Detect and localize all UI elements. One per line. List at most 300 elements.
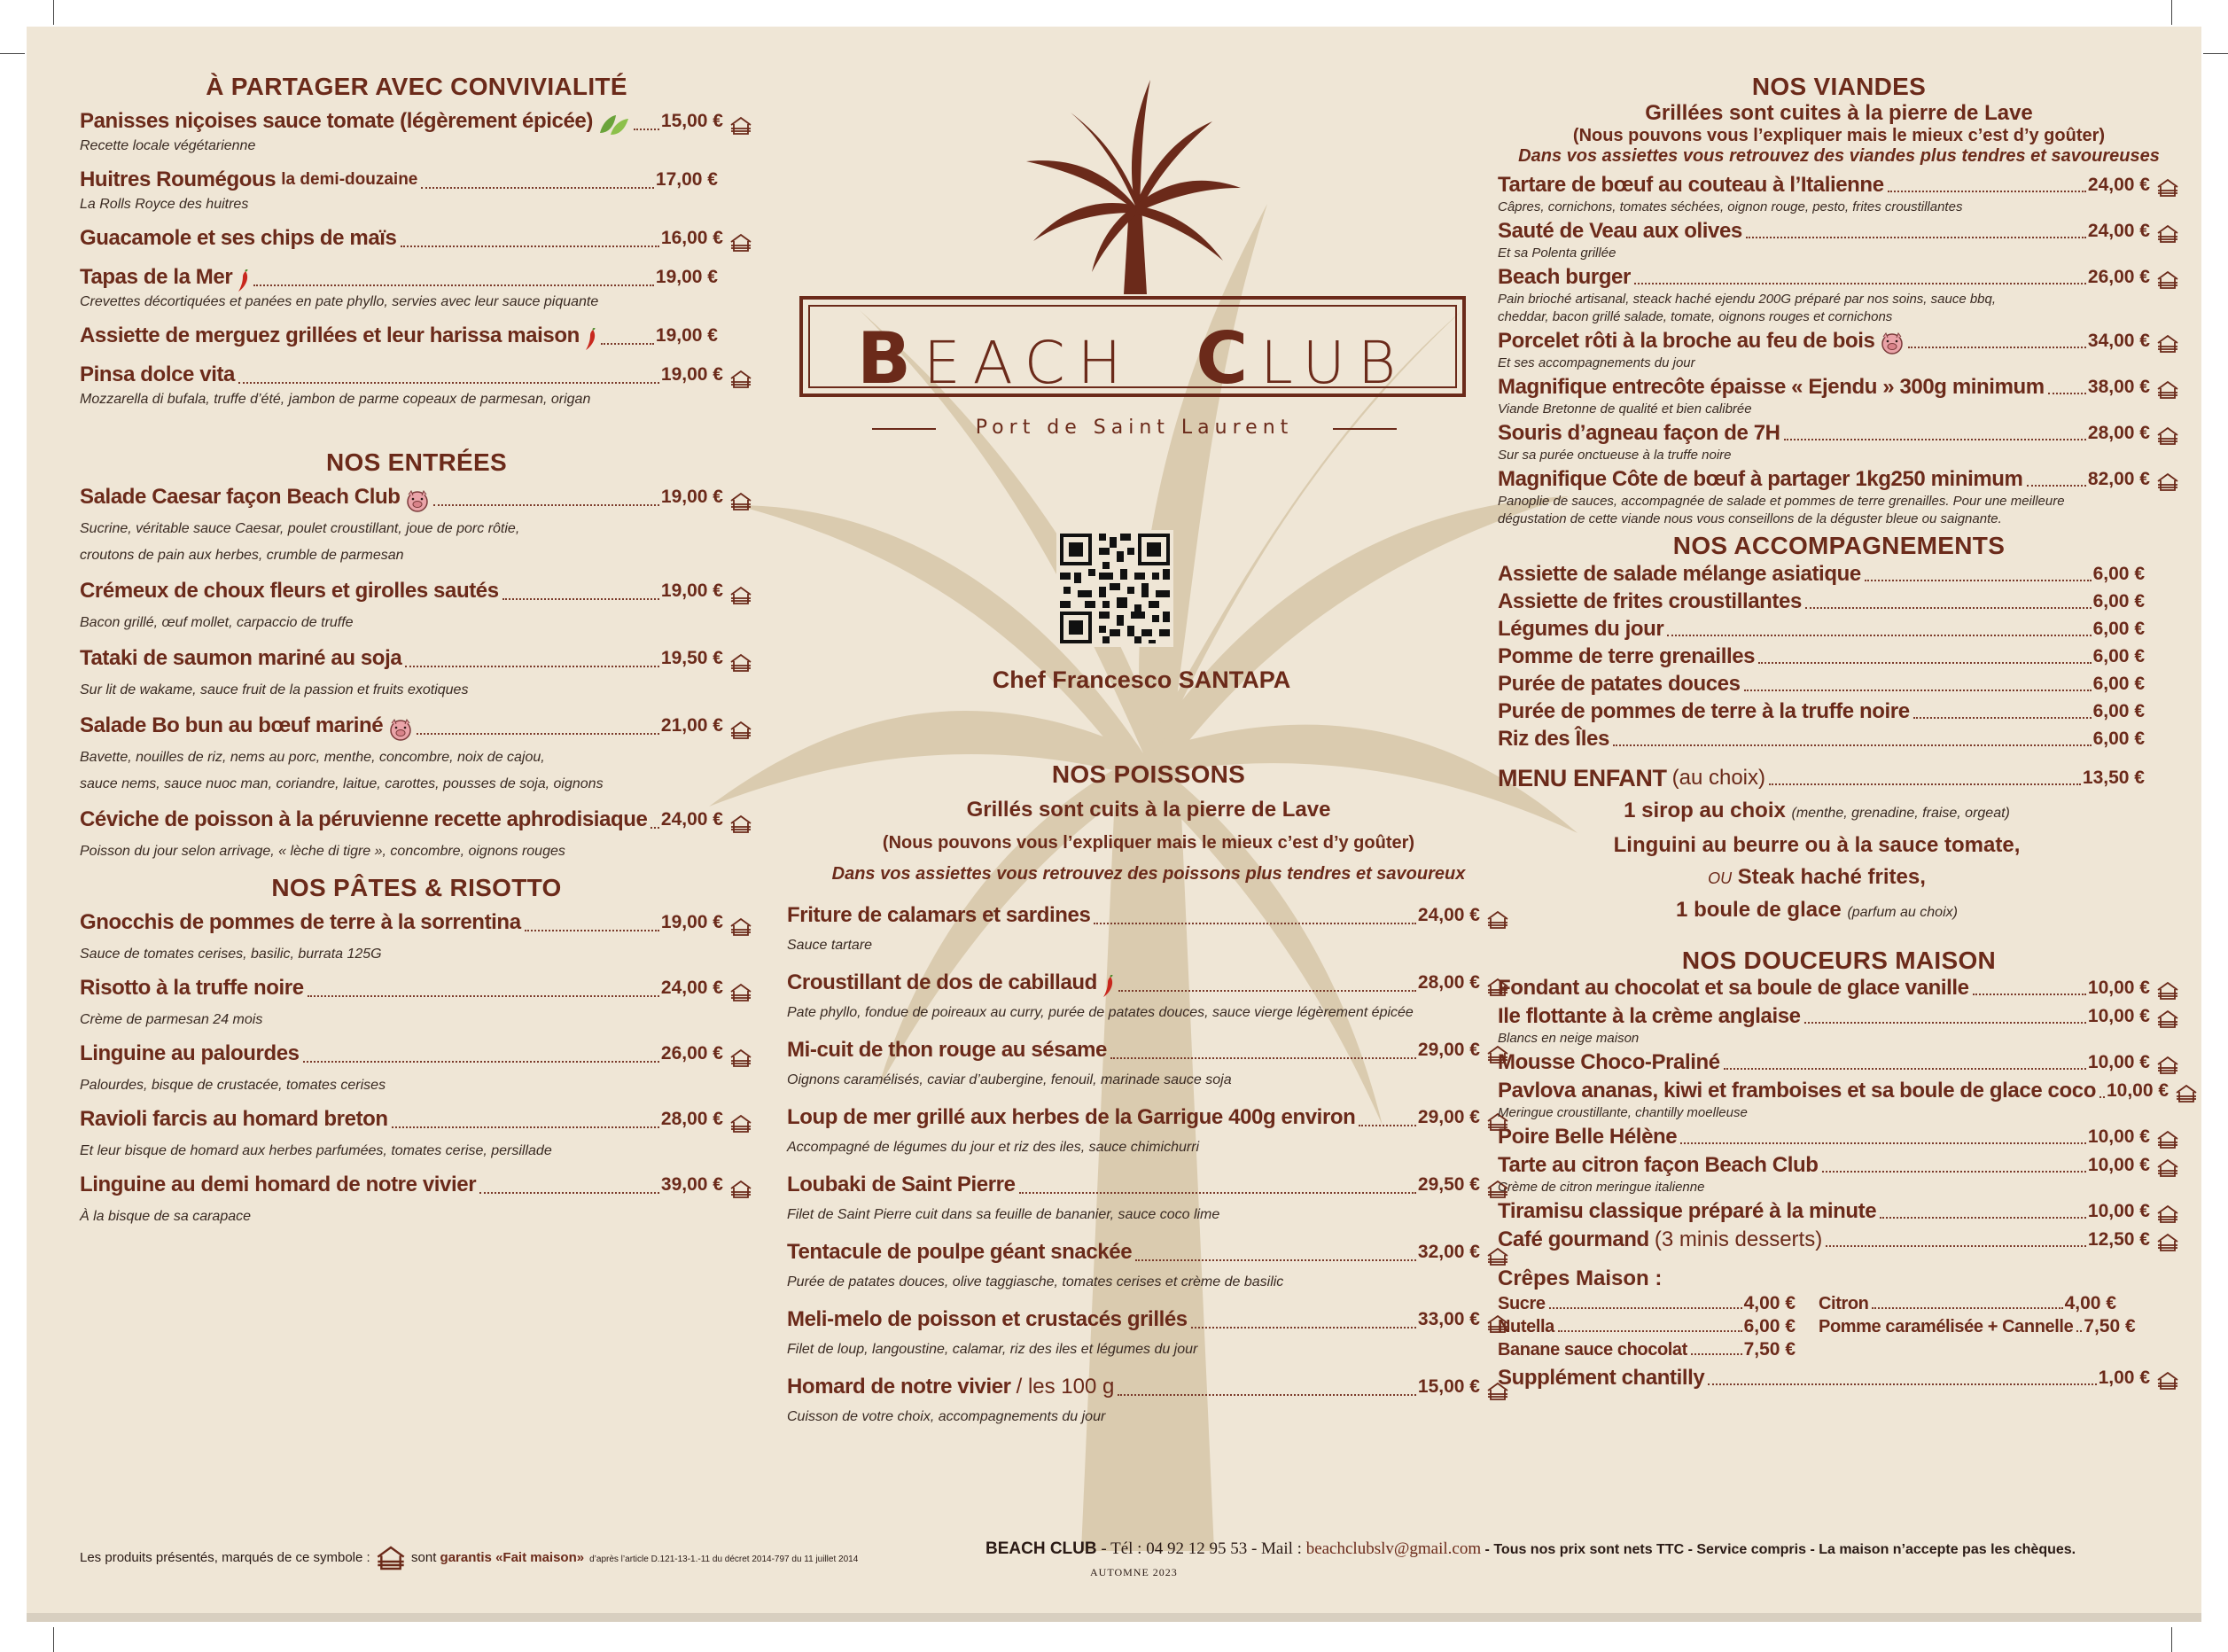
kids-line-3: OU Steak haché frites, [1708, 865, 1926, 889]
menu-item-description: Blancs en neige maison [1498, 1031, 1640, 1046]
leader-dots [1744, 690, 2092, 691]
meats-items [1498, 172, 2180, 528]
house-made-icon [2155, 1129, 2180, 1150]
right-column [1498, 73, 2180, 1391]
house-made-icon [2155, 177, 2180, 199]
leader-dots [1558, 1330, 1742, 1332]
brand-name: BEACH CLUB [856, 317, 1409, 400]
menu-item [80, 1170, 753, 1227]
menu-item-row [80, 165, 753, 195]
meats-subtitle-2: (Nous pouvons vous l’expliquer mais le mieux c’est d’y goûter) [1572, 126, 2106, 145]
menu-item-name: Beach burger [1498, 265, 1631, 289]
menu-item-description: Bavette, nouilles de riz, nems au porc, menthe, concombre, noix de cajou, [80, 750, 545, 765]
menu-item-price: 26,00 € [2087, 267, 2150, 287]
leader-dots [405, 666, 659, 667]
menu-item-price: 10,00 € [2087, 978, 2150, 998]
house-made-icon [728, 814, 753, 835]
leader-dots [1804, 1022, 2086, 1024]
qr-code[interactable] [1056, 530, 1173, 647]
menu-item-row [80, 360, 753, 390]
menu-item [80, 1039, 753, 1095]
leader-dots [238, 382, 659, 384]
brand-tagline: Port de Saint Laurent [860, 417, 1409, 439]
menu-item [80, 973, 753, 1030]
menu-item [1498, 466, 2180, 528]
menu-item [1498, 615, 2180, 643]
section-title-starters: NOS ENTRÉES [325, 448, 507, 476]
menu-item-description: Crevettes décortiquées et panées en pate phyllo, servies avec leur sauce piquante [80, 294, 599, 309]
menu-item-row [787, 1035, 1510, 1065]
menu-item-name: Tartare de bœuf au couteau à l’Italienne [1498, 173, 1884, 197]
brand-logo-frame [799, 296, 1466, 400]
menu-item [1498, 1292, 1796, 1315]
menu-item [1498, 172, 2180, 216]
chili-icon [585, 328, 597, 351]
menu-item [787, 968, 1510, 1023]
starters-items [80, 482, 753, 861]
leader-dots [1746, 237, 2086, 238]
desserts-items [1498, 975, 2180, 1253]
leaf-icon [598, 113, 630, 136]
menu-item-row [1498, 643, 2180, 670]
menu-item-price: 24,00 € [2087, 175, 2150, 195]
menu-item-row [1498, 1049, 2180, 1076]
menu-item-row [1498, 172, 2180, 199]
menu-item-row [1498, 1292, 1796, 1315]
menu-item-name: Croustillant de dos de cabillaud [787, 970, 1097, 994]
menu-item [80, 482, 753, 565]
menu-item-description: À la bisque de sa carapace [80, 1209, 252, 1224]
menu-item-price: 28,00 € [660, 1109, 723, 1129]
house-made-icon [728, 982, 753, 1003]
menu-item-price: 7,50 € [2084, 1316, 2136, 1336]
house-made-icon [374, 1544, 408, 1572]
menu-item-price: 19,00 € [660, 364, 723, 385]
menu-item-price: 24,00 € [1417, 905, 1480, 925]
menu-item-price: 15,00 € [660, 111, 723, 131]
menu-item-price: 6,00 € [1743, 1316, 1796, 1336]
menu-item-qualifier: la demi-douzaine [281, 170, 418, 189]
crepes-right [1819, 1292, 2136, 1361]
kids-menu-title: MENU ENFANT [1498, 765, 1667, 791]
menu-item-price: 10,00 € [2106, 1080, 2170, 1101]
share-items [80, 106, 753, 409]
menu-item-name: Risotto à la truffe noire [80, 976, 304, 1000]
menu-item-row [1498, 1003, 2180, 1030]
leader-dots [1784, 439, 2086, 440]
menu-item-row [1498, 374, 2180, 401]
fish-subtitle-3: Dans vos assiettes vous retrouvez des poissons plus tendres et savoureux [831, 864, 1466, 884]
menu-item-price: 29,00 € [1417, 1040, 1480, 1060]
menu-item-name: Friture de calamars et sardines [787, 903, 1091, 927]
menu-item [1498, 328, 2180, 372]
house-made-icon [728, 916, 753, 938]
menu-item-qualifier: (3 minis desserts) [1654, 1227, 1823, 1251]
leader-dots [634, 129, 659, 130]
menu-item-name: Homard de notre vivier [787, 1375, 1011, 1399]
menu-item-price: 34,00 € [2087, 331, 2150, 351]
menu-item-description: Pain brioché artisanal, steack haché ejendu 200G préparé par nos soins, sauce bbq, [1498, 292, 1997, 307]
menu-item-row [1498, 1315, 1796, 1338]
leader-dots [1822, 1171, 2086, 1173]
menu-item-name: Tapas de la Mer [80, 265, 233, 289]
menu-item-price: 19,00 € [660, 487, 723, 507]
leader-dots [1667, 635, 2091, 636]
leader-dots [1908, 347, 2085, 348]
menu-item-description: Sauce de tomates cerises, basilic, burrata 125G [80, 947, 382, 962]
menu-item-description: Purée de patates douces, olive taggiasche, tomates cerises et crème de basilic [787, 1274, 1284, 1290]
pig-icon [1880, 331, 1905, 355]
menu-item-price: 32,00 € [1417, 1242, 1480, 1262]
menu-item [80, 576, 753, 633]
menu-item-description: Filet de Saint Pierre cuit dans sa feuille de bananier, sauce coco lime [787, 1207, 1220, 1222]
palm-logo [1017, 73, 1248, 294]
leader-dots [1019, 1192, 1416, 1194]
menu-item-description: Sur lit de wakame, sauce fruit de la passion et fruits exotiques [80, 682, 469, 697]
menu-item-price: 19,00 € [655, 267, 718, 287]
menu-item [1498, 670, 2180, 697]
house-made-icon [2155, 1055, 2180, 1076]
menu-item-description: sauce nems, sauce nuoc man, coriandre, laitue, carottes, pousses de soja, oignons [80, 776, 604, 791]
menu-item-row [1498, 975, 2180, 1001]
menu-item-price: 28,00 € [2087, 423, 2150, 443]
menu-item-row [787, 1103, 1510, 1133]
house-made-icon [2155, 1370, 2180, 1391]
menu-item [787, 1237, 1510, 1292]
menu-item [1498, 1315, 1796, 1338]
menu-item-description: Et sa Polenta grillée [1498, 245, 1616, 261]
menu-item-price: 6,00 € [2092, 674, 2145, 694]
menu-item-row [80, 1104, 753, 1134]
menu-item-name: Purée de pommes de terre à la truffe noire [1498, 699, 1910, 723]
menu-item-price: 10,00 € [2087, 1155, 2150, 1175]
menu-item-name: Citron [1819, 1294, 1869, 1313]
menu-item-name: Mousse Choco-Praliné [1498, 1050, 1720, 1074]
menu-item-price: 6,00 € [2092, 619, 2145, 639]
menu-item-row [1498, 1227, 2180, 1253]
menu-item-row [80, 643, 753, 674]
menu-item-price: 6,00 € [2092, 564, 2145, 584]
menu-item-row [80, 223, 753, 253]
menu-item-price: 29,00 € [1417, 1107, 1480, 1127]
leader-dots [421, 187, 654, 189]
menu-item-description: Palourdes, bisque de crustacée, tomates cerises [80, 1078, 386, 1093]
leader-dots [1191, 1327, 1416, 1329]
house-made-icon [2155, 1204, 2180, 1225]
menu-item-row [1498, 420, 2180, 447]
menu-item-name: Linguine au demi homard de notre vivier [80, 1173, 477, 1196]
menu-item [1498, 697, 2180, 725]
crop-mark [2171, 0, 2172, 25]
menu-item-description: Filet de loup, langoustine, calamar, riz des iles et légumes du jour [787, 1342, 1198, 1357]
leader-dots [433, 504, 658, 506]
leader-dots [417, 733, 659, 735]
menu-item [1498, 1198, 2180, 1225]
menu-item-price: 82,00 € [2087, 469, 2150, 489]
menu-item [80, 165, 753, 214]
menu-item [1498, 264, 2180, 326]
menu-item-description: Et leur bisque de homard aux herbes parfumées, tomates cerise, persillade [80, 1143, 552, 1158]
menu-item-price: 6,00 € [2092, 646, 2145, 666]
leader-dots [2076, 1330, 2082, 1332]
kids-menu-price: 13,50 € [2082, 768, 2145, 788]
menu-item [80, 360, 753, 409]
menu-item-name: Magnifique Côte de bœuf à partager 1kg250 minimum [1498, 467, 2023, 491]
menu-item-name: Meli-melo de poisson et crustacés grillés [787, 1307, 1188, 1331]
kids-line-2: Linguini au beurre ou à la sauce tomate, [1613, 833, 2021, 857]
menu-item-name: Assiette de frites croustillantes [1498, 589, 1802, 613]
menu-item-description: Sauce tartare [787, 938, 873, 953]
leader-dots [2048, 393, 2086, 394]
section-title-meats: NOS VIANDES [1751, 73, 1927, 100]
leader-dots [601, 343, 654, 345]
section-title-share: À PARTAGER AVEC CONVIVIALITÉ [206, 73, 627, 100]
leader-dots [1872, 1307, 2062, 1309]
menu-item-name: Café gourmand [1498, 1227, 1649, 1251]
menu-item-row [80, 106, 753, 136]
kids-line-4: 1 boule de glace (parfum au choix) [1676, 898, 1958, 922]
menu-item-row [80, 482, 753, 512]
menu-item [80, 711, 753, 794]
house-made-icon [728, 232, 753, 253]
menu-item-row [1498, 588, 2180, 615]
menu-item-name: Salade Bo bun au bœuf mariné [80, 713, 384, 737]
menu-item-price: 4,00 € [1743, 1293, 1796, 1313]
menu-sheet [27, 27, 2201, 1613]
leader-dots [650, 827, 658, 829]
section-title-pasta: NOS PÂTES & RISOTTO [271, 874, 562, 901]
menu-item [787, 1103, 1510, 1157]
house-made-icon [2155, 379, 2180, 401]
menu-item-row [787, 1237, 1510, 1267]
menu-item-description: Cuisson de votre choix, accompagnements du jour [787, 1409, 1106, 1424]
menu-item-name: Tarte au citron façon Beach Club [1498, 1153, 1819, 1177]
menu-item-description: Recette locale végétarienne [80, 138, 256, 153]
menu-item-name: Linguine au palourdes [80, 1041, 300, 1065]
menu-item-row [1819, 1292, 2116, 1315]
leader-dots [1680, 1142, 2086, 1144]
menu-item-price: 10,00 € [2087, 1126, 2150, 1147]
menu-item-row [1498, 560, 2180, 588]
menu-item [1498, 420, 2180, 464]
menu-item-description: Viande Bretonne de qualité et bien calibrée [1498, 401, 1752, 417]
house-made-icon [728, 585, 753, 606]
menu-item-name: Souris d’agneau façon de 7H [1498, 421, 1780, 445]
leader-dots [1973, 994, 2086, 995]
menu-item-name: Crémeux de choux fleurs et girolles sautés [80, 579, 499, 603]
menu-item-name: Ile flottante à la crème anglaise [1498, 1004, 1801, 1028]
menu-item-name: Panisses niçoises sauce tomate (légèrement épicée) [80, 109, 593, 133]
house-made-icon [728, 652, 753, 674]
menu-item-description: Panoplie de sauces, accompagnée de salade et pommes de terre grenailles. Pour une meilleure [1498, 494, 2065, 509]
menu-item [1498, 1152, 2180, 1196]
menu-item-price: 24,00 € [660, 978, 723, 998]
pig-icon [388, 718, 413, 741]
chef-name: Chef Francesco SANTAPA [992, 666, 1291, 693]
menu-item [787, 1170, 1510, 1225]
menu-item-name: Assiette de salade mélange asiatique [1498, 562, 1861, 586]
fish-subtitle-2: (Nous pouvons vous l’expliquer mais le mieux c’est d’y goûter) [882, 833, 1415, 853]
menu-item-price: 7,50 € [1743, 1339, 1796, 1360]
menu-item-price: 10,00 € [2087, 1052, 2150, 1072]
menu-item [80, 643, 753, 700]
crop-mark [2203, 53, 2228, 54]
menu-item-price: 19,00 € [660, 912, 723, 932]
menu-item-row [1498, 264, 2180, 291]
menu-item-row [787, 900, 1510, 931]
menu-item [1819, 1292, 2116, 1315]
leader-dots [1110, 1057, 1416, 1059]
menu-item-description: Sucrine, véritable sauce Caesar, poulet croustillant, joue de porc rôtie, [80, 521, 520, 536]
menu-item [1498, 725, 2180, 752]
menu-item [80, 321, 753, 351]
menu-item [1498, 975, 2180, 1001]
email-link[interactable]: beachclubslv@gmail.com [1305, 1539, 1482, 1558]
menu-item-row [1819, 1315, 2136, 1338]
fish-items [787, 900, 1510, 1427]
menu-item [80, 1104, 753, 1161]
menu-item-description: Accompagné de légumes du jour et riz des iles, sauce chimichurri [787, 1140, 1200, 1155]
menu-item-price: 15,00 € [1417, 1376, 1480, 1397]
menu-item-price: 16,00 € [660, 228, 723, 248]
leader-dots [401, 245, 659, 247]
meats-subtitle-3: Dans vos assiettes vous retrouvez des viandes plus tendres et savoureuses [1518, 146, 2160, 166]
menu-item [1498, 1003, 2180, 1048]
house-made-legend: Les produits présentés, marqués de ce symbole : sont garantis «Fait maison» d’après l’article D.121-13-1.-11 du décret 2014-797 du 11 juillet 2014 [80, 1544, 858, 1572]
house-made-icon [2155, 1232, 2180, 1253]
menu-item-description: Sur sa purée onctueuse à la truffe noire [1498, 448, 1732, 463]
menu-item-price: 19,00 € [660, 581, 723, 601]
middle-column [787, 760, 1510, 1439]
menu-item-row [1498, 1152, 2180, 1179]
menu-item-description: Crème de parmesan 24 mois [80, 1012, 263, 1027]
menu-item-name: Banane sauce chocolat [1498, 1340, 1687, 1360]
menu-item-name: Riz des Îles [1498, 727, 1609, 751]
menu-item [1498, 374, 2180, 418]
menu-item-name: Sucre [1498, 1294, 1546, 1313]
house-made-icon [2155, 223, 2180, 245]
house-made-icon [2155, 269, 2180, 291]
menu-item-price: 28,00 € [1417, 972, 1480, 993]
kids-menu-qualifier: (au choix) [1671, 766, 1765, 790]
menu-item-name: Légumes du jour [1498, 617, 1664, 641]
crepes-title: Crêpes Maison : [1498, 1266, 1663, 1290]
leader-dots [308, 995, 659, 997]
menu-item-price: 6,00 € [2092, 729, 2145, 749]
menu-item-row [787, 1170, 1510, 1200]
menu-item [1498, 560, 2180, 588]
house-made-icon [2155, 425, 2180, 447]
fish-subtitle-1: Grillés sont cuits à la pierre de Lave [966, 798, 1331, 822]
season-label: AUTOMNE 2023 [1090, 1566, 1178, 1578]
supplement-price: 1,00 € [2098, 1368, 2150, 1388]
menu-item-row [1498, 697, 2180, 725]
crop-mark [53, 1627, 54, 1652]
house-made-icon [2174, 1083, 2199, 1104]
menu-item [1498, 643, 2180, 670]
menu-item-name: Loubaki de Saint Pierre [787, 1173, 1016, 1196]
menu-item-row [1498, 1338, 1796, 1361]
menu-item-price: 29,50 € [1417, 1174, 1480, 1195]
section-title-sides: NOS ACCOMPAGNEMENTS [1672, 532, 2006, 559]
kids-menu-lines [1498, 795, 2180, 929]
menu-item-name: Tiramisu classique préparé à la minute [1498, 1199, 1877, 1223]
menu-item [1498, 1049, 2180, 1076]
supplement-row [1498, 1365, 2180, 1391]
crepes-section [1498, 1266, 2180, 1391]
menu-item [787, 1035, 1510, 1090]
trim-bar-bottom [27, 1613, 2201, 1622]
menu-item-row [787, 1372, 1510, 1402]
menu-item-description: dégustation de cette viande nous vous conseillons de la déguster bleue ou saignante. [1498, 511, 2002, 526]
menu-item-name: Tataki de saumon mariné au soja [80, 646, 402, 670]
menu-item-row [80, 711, 753, 741]
menu-item-name: Huitres Roumégous [80, 168, 277, 191]
menu-item-price: 26,00 € [660, 1043, 723, 1064]
menu-item-row [787, 968, 1510, 998]
menu-item-description: La Rolls Royce des huitres [80, 197, 249, 212]
house-made-icon [2155, 333, 2180, 355]
menu-item-description: Oignons caramélisés, caviar d’aubergine, fenouil, marinade sauce soja [787, 1072, 1232, 1087]
menu-item-name: Pinsa dolce vita [80, 362, 236, 386]
menu-item-price: 10,00 € [2087, 1006, 2150, 1026]
menu-item-price: 4,00 € [2064, 1293, 2116, 1313]
menu-item [80, 908, 753, 964]
leader-dots [1826, 1245, 2086, 1247]
menu-item-name: Purée de patates douces [1498, 672, 1741, 696]
menu-item-row [80, 908, 753, 938]
section-title-fish: NOS POISSONS [1051, 760, 1246, 788]
menu-item-name: Pomme de terre grenailles [1498, 644, 1756, 668]
menu-item-price: 38,00 € [2087, 377, 2150, 397]
menu-item-description: Crème de citron meringue italienne [1498, 1180, 1705, 1195]
menu-item [1498, 218, 2180, 262]
house-made-icon [728, 1113, 753, 1134]
menu-item-name: Loup de mer grillé aux herbes de la Garrigue 400g environ [787, 1105, 1356, 1129]
menu-item-price: 24,00 € [2087, 221, 2150, 241]
house-made-icon [728, 1179, 753, 1200]
menu-item-row [80, 576, 753, 606]
menu-item [80, 223, 753, 253]
menu-item-row [1498, 218, 2180, 245]
kids-menu [1498, 765, 2180, 929]
menu-item [80, 805, 753, 861]
leader-dots [525, 930, 659, 931]
crop-mark [0, 53, 25, 54]
leader-dots [2099, 1096, 2105, 1098]
menu-item-row [1498, 1124, 2180, 1150]
kids-line-1: 1 sirop au choix (menthe, grenadine, fraise, orgeat) [1624, 799, 2010, 822]
menu-item [1819, 1315, 2136, 1338]
menu-item-price: 19,00 € [655, 325, 718, 346]
menu-item-name: Pomme caramélisée + Cannelle [1819, 1317, 2074, 1336]
menu-item-price: 24,00 € [660, 809, 723, 830]
leader-dots [1805, 607, 2092, 609]
contact-line: BEACH CLUB - Tél : 04 92 12 95 53 - Mail : beachclubslv@gmail.com - Tous nos prix sont nets TTC - Service compris - La maison n’accepte pas les chèques. [985, 1539, 2076, 1558]
pasta-items [80, 908, 753, 1227]
menu-item-name: Nutella [1498, 1317, 1554, 1336]
leader-dots [1913, 717, 2092, 719]
menu-item-description: Et ses accompagnements du jour [1498, 355, 1695, 370]
leader-dots [1634, 283, 2086, 284]
menu-item [787, 1372, 1510, 1427]
sides-items [1498, 560, 2180, 752]
house-made-icon [728, 720, 753, 741]
leader-dots [1865, 580, 2092, 581]
menu-item-description: Bacon grillé, œuf mollet, carpaccio de truffe [80, 615, 354, 630]
menu-item [787, 900, 1510, 955]
leader-dots [1118, 1394, 1416, 1396]
